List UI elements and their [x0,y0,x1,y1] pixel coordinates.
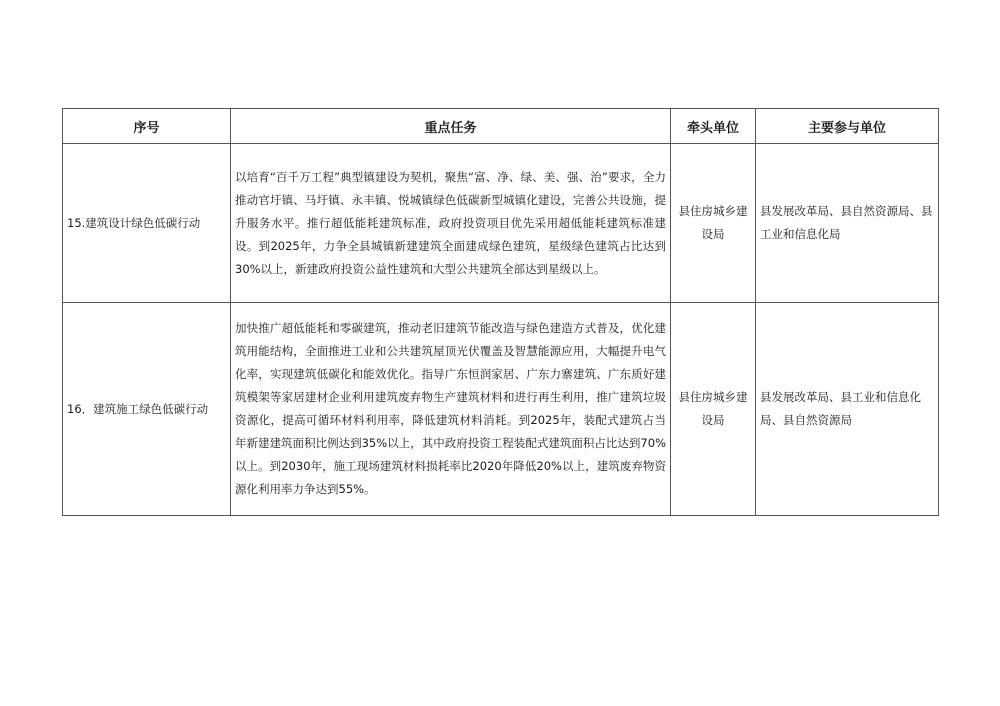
header-seq: 序号 [63,109,231,144]
table-header-row [63,109,939,144]
header-lead-unit: 牵头单位 [671,109,756,144]
header-participating-units: 主要参与单位 [756,109,939,144]
table-row [63,303,939,516]
row-participating-units: 县发展改革局、县自然资源局、县工业和信息化局 [756,144,939,303]
row-task: 以培育“百千万工程”典型镇建设为契机，聚焦“富、净、绿、美、强、治”要求，全力推动官圩镇、马圩镇、永丰镇、悦城镇绿色低碳新型城镇化建设，完善公共设施，提升服务水平。推行超低能耗建筑标准，政府投资项目优先采用超低能耗建筑标准建设。到2025年，力争全县城镇新建建筑全面建成绿色建筑，星级绿色建筑占比达到30%以上，新建政府投资公益性建筑和大型公共建筑全部达到星级以上。 [231,144,671,303]
row-participating-units: 县发展改革局、县工业和信息化局、县自然资源局 [756,303,939,516]
row-seq: 16．建筑施工绿色低碳行动 [63,303,231,516]
header-task: 重点任务 [231,109,671,144]
row-task: 加快推广超低能耗和零碳建筑，推动老旧建筑节能改造与绿色建造方式普及，优化建筑用能结构，全面推进工业和公共建筑屋顶光伏覆盖及智慧能源应用，大幅提升电气化率，实现建筑低碳化和能效优化。指导广东恒润家居、广东力寨建筑、广东质好建筑模架等家居建材企业利用建筑废弃物生产建筑材料和进行再生利用，推广建筑垃圾资源化，提高可循环材料利用率，降低建筑材料消耗。到2025年，装配式建筑占当年新建建筑面积比例达到35%以上，其中政府投资工程装配式建筑面积占比达到70%以上。到2030年，施工现场建筑材料损耗率比2020年降低20%以上，建筑废弃物资源化利用率力争达到55%。 [231,303,671,516]
row-seq: 15.建筑设计绿色低碳行动 [63,144,231,303]
row-lead-unit: 县住房城乡建设局 [671,303,756,516]
row-lead-unit: 县住房城乡建设局 [671,144,756,303]
table-row [63,144,939,303]
action-plan-table [62,108,939,516]
